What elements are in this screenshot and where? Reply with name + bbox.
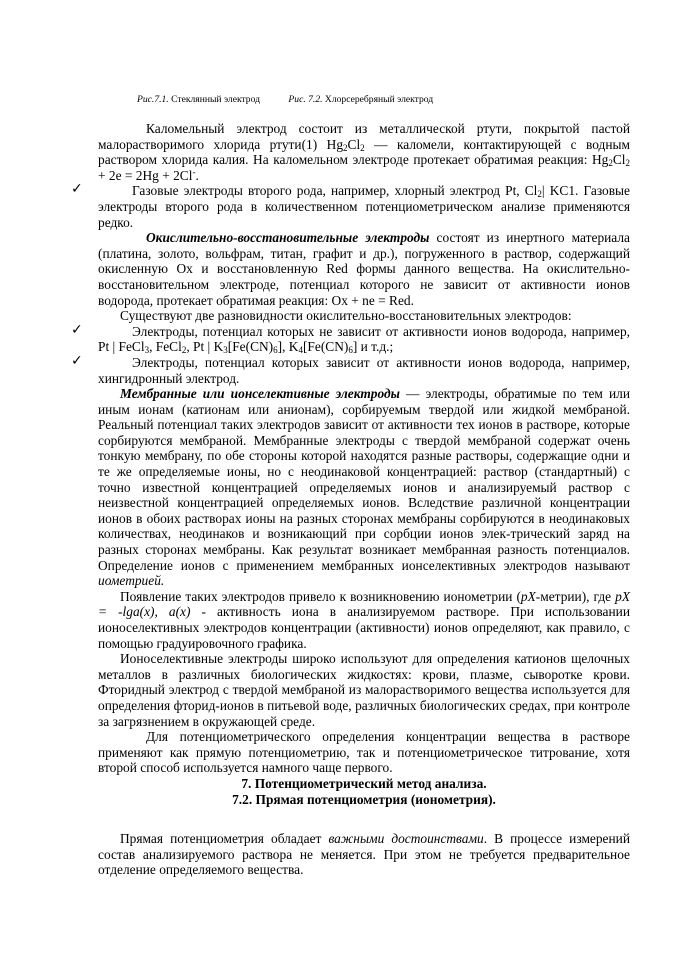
paragraph-methods: Для потенциометрического определения концентрации вещества в растворе применяют как прямую потенциометрию, так и потенциометрическое титрование, хотя второй способ используется намного чаще первого. bbox=[98, 729, 630, 776]
paragraph-redox-electrodes: Окислительно-восстановительные электроды состоят из инертного материала (платина, золото, вольфрам, титан, графит и др.), погруженного в раствор, содержащий окисленную Ox и восстановленную Red формы данного вещества. На окислительно-восстановительном электроде, потенциал которого не зависит от активности ионов водорода, протекает обратимая реакция: Ox + ne = Red. bbox=[98, 230, 630, 308]
fig1-caption: Стеклянный электрод bbox=[171, 94, 260, 105]
fig2-label: Рис. 7.2. bbox=[288, 94, 323, 105]
paragraph-direct-potentiometry: Прямая потенциометрия обладает важными достоинствами. В процессе измерений состав анализируемого раствора не меняется. При этом не требуется предварительное отделение определяемого вещества. bbox=[98, 831, 631, 878]
paragraph-redox-types: Существуют две разновидности окислительно-восстановительных электродов: bbox=[120, 308, 572, 324]
term-redox: Окислительно-восстановительные электроды bbox=[146, 230, 430, 246]
paragraph-redox-type-1: ✓ Электроды, потенциал которых не зависит от активности ионов водорода, например, Pt | FeCl$_3$, FeCl$_2$, Pt | $K_3[Fe(CN)_6]$, $K_4[Fe(CN)_6]$ и т.д.; bbox=[71, 321, 630, 356]
paragraph-ion-selective-use: Ионоселективные электроды широко используют для определения катионов щелочных металлов в различных биологических жидкостях: крови, плазме, сыворотке крови. Фторидный электрод с твердой мембраной из малорастворимого вещества используется для определения фторид-ионов в питьевой воде, различных биологических средах, при контроле за загрязнением в окружающей среде. bbox=[98, 651, 630, 729]
paragraph-calomel: Каломельный электрод состоит из металлической ртути, покрытой пастой малорастворимого хлорида ртути(1) $Hg_2Cl_2$ — каломели, контактирующей с водным раствором хлорида калия. На каломельном электроде протекает обратимая реакция: $Hg_2Cl_2 + 2e = 2Hg + 2Cl^-$. bbox=[98, 121, 631, 183]
fig1-label: Рис.7.1. bbox=[137, 94, 169, 105]
term-membrane: Мембранные или ионселективные электроды bbox=[120, 386, 400, 402]
fig2-caption: Хлорсеребряный электрод bbox=[324, 94, 434, 105]
checkmark-icon: ✓ bbox=[71, 321, 83, 338]
section-heading: 7. Потенциометрический метод анализа. bbox=[241, 775, 487, 791]
paragraph-ionometry: Появление таких электродов привело к возникновению ионометрии (pX-метрии), где pX = -lga(x), a(x) - активность иона в анализируемом растворе. При использовании ионоселективных электродов концентрации (активности) ионов определяют, как правило, с помощью градуировочного графика. bbox=[98, 588, 630, 651]
figure-captions bbox=[137, 94, 433, 106]
page-text bbox=[71, 121, 631, 878]
paragraph-redox-type-2: ✓ Электроды, потенциал которых зависит от активности ионов водорода, например, хингидронный электрод. bbox=[71, 352, 630, 386]
paragraph-gas-electrodes: ✓ Газовые электроды второго рода, например, хлорный электрод Pt, $Cl_2|$ KC1. Газовые электроды второго рода в количественном потенциометрическом анализе применяются редко. bbox=[71, 181, 630, 230]
subsection-heading: 7.2. Прямая потенциометрия (ионометрия). bbox=[232, 791, 496, 807]
checkmark-icon: ✓ bbox=[71, 181, 83, 198]
checkmark-icon: ✓ bbox=[71, 352, 83, 369]
paragraph-membrane-electrodes: Мембранные или ионселективные электроды — электроды, обратимые по тем или иным ионам (катионам или анионам), сорбируемым твердой или жидкой мембраной. Реальный потенциал таких электродов зависит от активности тех ионов в растворе, которые сорбируются мембраной. Мембранные электроды с твердой мембраной содержат очень тонкую мембрану, по обе стороны которой находятся разные растворы, содержащие одни и те же определяемые ионы, но с неодинаковой концентрацией: раствор (стандартный) с точно известной концентрацией определяемых ионов и анализируемый раствор с неизвестной концентрацией определяемых ионов. Вследствие различной концентрации ионов в обоих растворах ионы на разных сторонах мембраны сорбируются в неодинаковых количествах, неодинаков и возникающий при сорбции ионов элек-трический заряд на разных сторонах мембраны. Как результат возникает мембранная разность потенциалов. Определение ионов с применением мембранных ионселективных электродов называют иометрией. bbox=[98, 386, 631, 589]
